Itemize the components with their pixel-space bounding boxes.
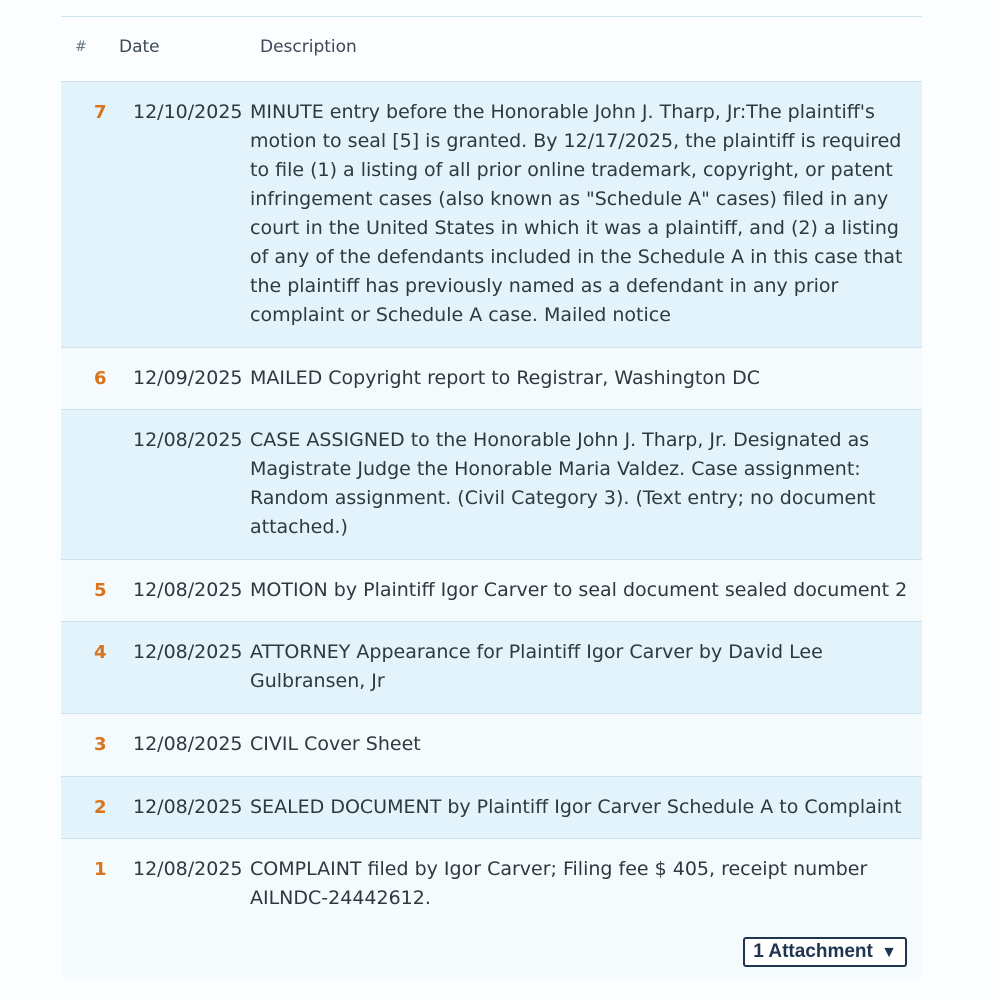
entry-number: 6 (94, 368, 107, 389)
entry-number: 5 (94, 580, 107, 601)
caret-down-icon: ▼ (881, 944, 897, 961)
column-header-number: # (75, 39, 87, 55)
entry-date: 12/10/2025 (133, 101, 243, 123)
table-header (61, 17, 922, 82)
docket-entry-4 (61, 622, 922, 714)
docket-entry-1 (61, 839, 922, 977)
attachment-label: 1 Attachment (753, 941, 873, 962)
entry-number: 1 (94, 859, 107, 880)
docket-entry-5 (61, 560, 922, 622)
entry-description: MOTION by Plaintiff Igor Carver to seal document sealed document 2 (250, 579, 908, 601)
entry-description: SEALED DOCUMENT by Plaintiff Igor Carver Schedule A to Complaint (250, 796, 902, 818)
docket-entry-case-assigned (61, 410, 922, 560)
entry-description: MAILED Copyright report to Registrar, Washington DC (250, 367, 760, 389)
docket-entry-7 (61, 82, 922, 348)
docket-entry-6 (61, 348, 922, 410)
entry-description: ATTORNEY Appearance for Plaintiff Igor Carver by David Lee Gulbransen, Jr (250, 641, 823, 692)
entry-description: MINUTE entry before the Honorable John J. Tharp, Jr:The plaintiff's motion to seal [5] is granted. By 12/17/2025, the plaintiff is required to file (1) a listing of all prior online trademark, copyright, or patent infringement cases (also known as "Schedule A" cases) filed in any court in the United States in which it was a plaintiff, and (2) a listing of any of the defendants included in the Schedule A in this case that the plaintiff has previously named as a defendant in any prior complaint or Schedule A case. Mailed notice (250, 101, 903, 326)
entry-description: CASE ASSIGNED to the Honorable John J. Tharp, Jr. Designated as Magistrate Judge the Honorable Maria Valdez. Case assignment: Random assignment. (Civil Category 3). (Text entry; no document attached.) (250, 429, 876, 538)
entry-date: 12/09/2025 (133, 367, 243, 389)
entry-date: 12/08/2025 (133, 429, 243, 451)
entry-number: 2 (94, 797, 107, 818)
entry-number: 3 (94, 734, 107, 755)
entry-number: 4 (94, 642, 107, 663)
entry-date: 12/08/2025 (133, 796, 243, 818)
attachment-dropdown-button[interactable] (743, 937, 907, 967)
entry-date: 12/08/2025 (133, 733, 243, 755)
docket-table (61, 16, 922, 977)
docket-entry-2 (61, 777, 922, 839)
entry-number: 7 (94, 102, 107, 123)
entry-date: 12/08/2025 (133, 579, 243, 601)
entry-description: COMPLAINT filed by Igor Carver; Filing fee $ 405, receipt number AILNDC-24442612. (250, 858, 868, 909)
column-header-date: Date (119, 37, 160, 57)
entry-date: 12/08/2025 (133, 858, 243, 880)
entry-description: CIVIL Cover Sheet (250, 733, 421, 755)
docket-entry-3 (61, 714, 922, 777)
entry-date: 12/08/2025 (133, 641, 243, 663)
column-header-description: Description (260, 37, 357, 57)
